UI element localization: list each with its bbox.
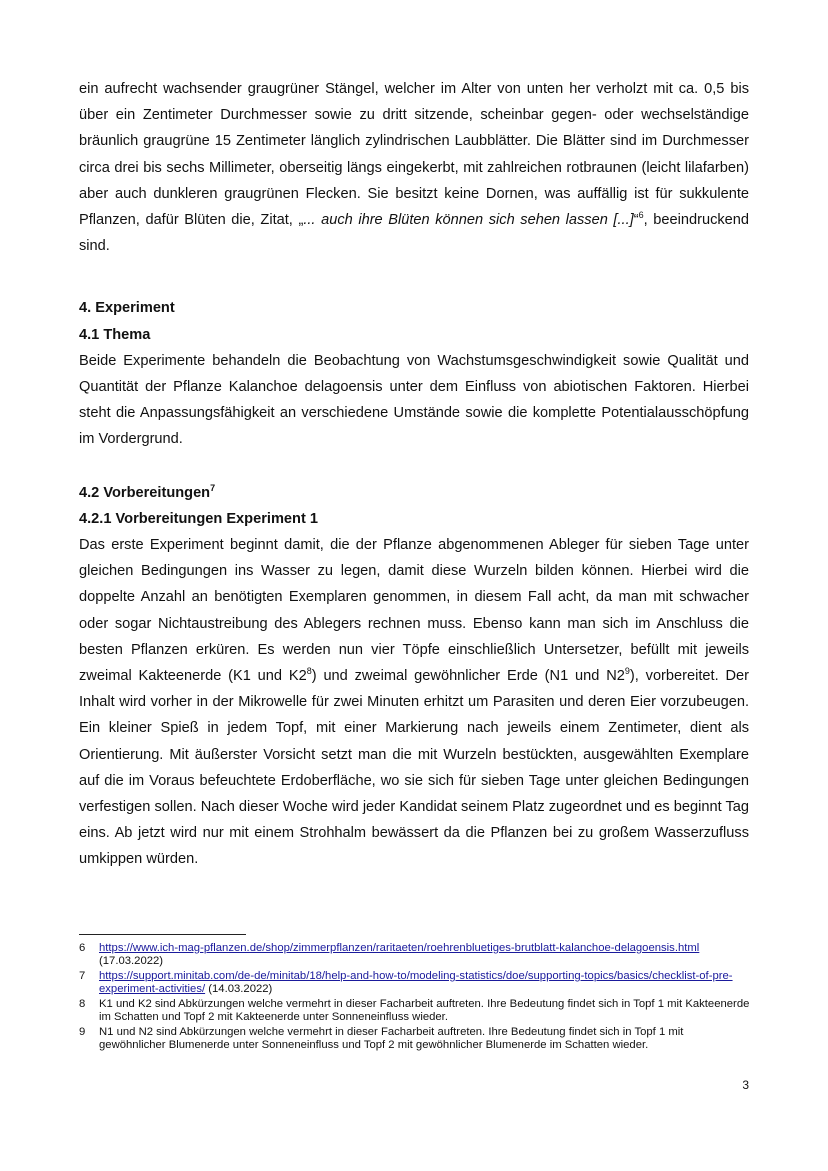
footnote-9	[79, 1026, 751, 1052]
vorbereitungen-title: 4.2 Vorbereitungen	[79, 484, 211, 501]
footnote-date: (14.03.2022)	[205, 983, 273, 995]
footnote-text: N1 und N2 sind Abkürzungen welche vermehrt in dieser Facharbeit auftreten. Ihre Bedeutung findet sich in Topf 1 mit gewöhnlicher Blumenerde unter Sonneneinfluss und Topf 2 mit gewöhnlicher Blumenerde im Schatten wieder.	[99, 1026, 684, 1051]
intro-paragraph	[79, 76, 749, 259]
footnote-ref-6[interactable]: 6	[638, 210, 644, 221]
quote-close: “	[633, 212, 639, 229]
subsection-heading-experiment-1: 4.2.1 Vorbereitungen Experiment 1	[79, 510, 318, 527]
footnote-date: (17.03.2022)	[99, 955, 164, 967]
page-body	[79, 76, 749, 873]
experiment-1-text-b: ) und zweimal gewöhnlicher Erde (N1 und N2	[311, 668, 625, 685]
footnote-number: 8	[79, 998, 86, 1010]
intro-text-end: , beeindruckend sind.	[79, 212, 750, 255]
experiment-1-paragraph	[79, 532, 749, 873]
footnote-link[interactable]: https://support.minitab.com/de-de/minitab/18/help-and-how-to/modeling-statistics/doe/supporting-topics/basics/checklist-of-pre-experiment-activities/	[99, 970, 733, 995]
footnote-7	[79, 970, 751, 996]
experiment-1-text-a: Das erste Experiment beginnt damit, die der Pflanze abgenommenen Ableger für sieben Tage unter gleichen Bedingungen ins Wasser zu legen, damit diese Wurzeln bilden können. Hierbei wird die doppelte Anzahl an benötigten Exemplaren genommen, in diesem Fall acht, da man mit schwacher oder sogar Nichtaustreibung des Ablegers rechnen muss. Ebenso kann man sich im Anschluss die besten Pflanzen erküren. Es werden nun vier Töpfe einschließlich Untersetzer, befüllt mit jeweils zweimal Kakteenerde (K1 und K2	[79, 537, 749, 685]
footnote-8	[79, 998, 751, 1024]
subsection-heading-thema: 4.1 Thema	[79, 326, 151, 343]
footnote-divider	[79, 934, 246, 935]
footnote-link[interactable]: https://www.ich-mag-pflanzen.de/shop/zimmerpflanzen/raritaeten/roehrenbluetiges-brutblatt-kalanchoe-delagoensis.html	[99, 942, 700, 954]
experiment-1-text-c: ), vorbereitet. Der Inhalt wird vorher in der Mikrowelle für zwei Minuten erhitzt um Parasiten und deren Eier vorzubeugen. Ein kleiner Spieß in jedem Topf, mit einer Markierung nach jeweils einem Zentimeter, dient als Orientierung. Mit äußerster Vorsicht setzt man die mit Wurzeln bestückten, ausgewählten Exemplare auf die im Voraus befeuchtete Erdoberfläche, wo sie sich für sieben Tage unter gleichen Bedingungen verfestigen sollen. Nach dieser Woche wird jeder Kandidat seinem Platz zugeordnet und es beginnt Tag eins. Ab jetzt wird nur mit einem Strohhalm bewässert da die Pflanzen bei zu großem Wasserzufluss umkippen würden.	[79, 668, 749, 868]
page-number: 3	[742, 1078, 749, 1092]
section-heading-experiment: 4. Experiment	[79, 300, 175, 317]
footnote-number: 7	[79, 970, 86, 982]
footnote-text: K1 und K2 sind Abkürzungen welche vermehrt in dieser Facharbeit auftreten. Ihre Bedeutung findet sich in Topf 1 mit Kakteenerde im Schatten und Topf 2 mit Kakteenerde unter Sonneneinfluss wieder.	[99, 998, 750, 1023]
footnote-text	[99, 942, 751, 968]
footnote-number: 6	[79, 942, 86, 954]
footnote-ref-7[interactable]: 7	[210, 482, 216, 493]
footnote-number: 9	[79, 1026, 86, 1038]
thema-paragraph: Beide Experimente behandeln die Beobachtung von Wachstumsgeschwindigkeit sowie Qualität und Quantität der Pflanze Kalanchoe delagoensis unter dem Einfluss von abiotischen Faktoren. Hierbei steht die Anpassungsfähigkeit an verschiedene Umstände sowie die komplette Potentialausschöpfung im Vordergrund.	[79, 352, 749, 448]
subsection-heading-vorbereitungen	[79, 480, 749, 506]
footnote-text	[99, 970, 751, 996]
footnote-ref-9[interactable]: 9	[624, 666, 630, 677]
footnote-ref-8[interactable]: 8	[306, 666, 312, 677]
footnotes	[79, 934, 751, 1054]
footnote-6	[79, 942, 751, 968]
intro-quote: ... auch ihre Blüten können sich sehen lassen [...]	[303, 212, 634, 229]
intro-text: ein aufrecht wachsender graugrüner Stängel, welcher im Alter von unten her verholzt mit ca. 0,5 bis über ein Zentimeter Durchmesser sowie zu dritt sitzende, scheinbar gegen- oder wechselständige bräunlich graugrüne 15 Zentimeter länglich zylindrischen Laubblätter. Die Blätter sind im Durchmesser circa drei bis sechs Millimeter, oberseitig längs eingekerbt, mit zahlreichen rotbraunen (leicht lilafarben) aber auch dunkleren graugrünen Flecken. Sie besitzt keine Dornen, was auffällig ist für sukkulente Pflanzen, dafür Blüten die, Zitat, „	[79, 81, 749, 229]
